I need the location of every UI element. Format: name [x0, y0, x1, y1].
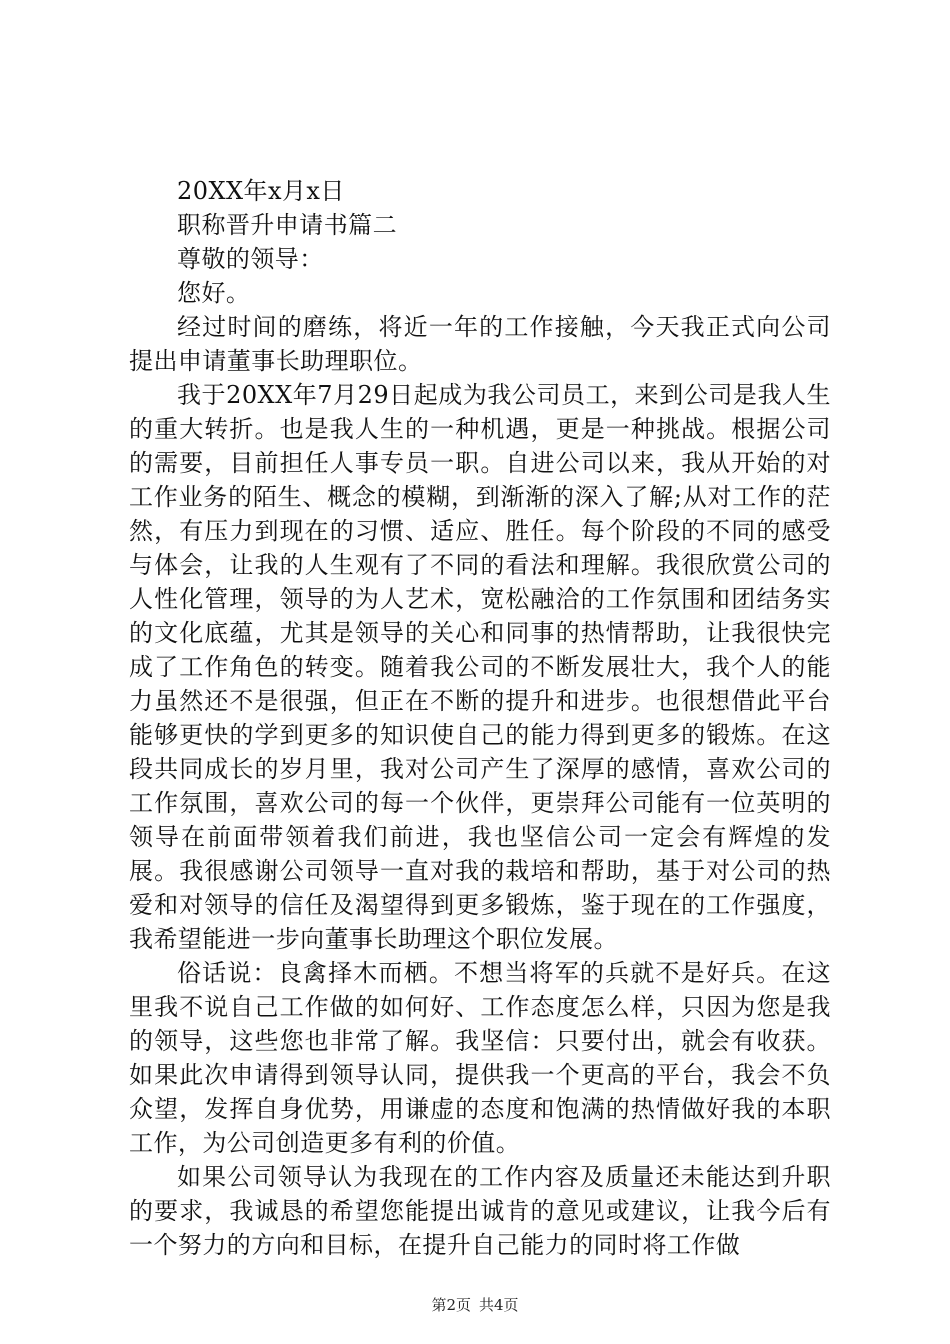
- document-title: 职称晋升申请书篇二: [177, 211, 398, 239]
- document-body: [129, 174, 831, 1262]
- date-line: 20XX年x月x日: [177, 177, 345, 205]
- body-paragraph: 俗话说：良禽择木而栖。不想当将军的兵就不是好兵。在这里我不说自己工作做的如何好、工作态度怎么样，只因为您是我的领导，这些您也非常了解。我坚信：只要付出，就会有收获。如果此次申请得到领导认同，提供我一个更高的平台，我会不负众望，发挥自身优势，用谦虚的态度和饱满的热情做好我的本职工作，为公司创造更多有利的价值。: [129, 959, 831, 1157]
- page-number: 第2页: [431, 1296, 471, 1314]
- page-total: 共4页: [479, 1296, 519, 1314]
- body-paragraph: 经过时间的磨练，将近一年的工作接触，今天我正式向公司提出申请董事长助理职位。: [129, 313, 831, 375]
- greeting: 您好。: [177, 279, 251, 307]
- salutation: 尊敬的领导：: [177, 245, 324, 273]
- page-footer: [0, 1295, 950, 1315]
- body-paragraph: 如果公司领导认为我现在的工作内容及质量还未能达到升职的要求，我诚恳的希望您能提出诚肯的意见或建议，让我今后有一个努力的方向和目标，在提升自己能力的同时将工作做: [129, 1163, 831, 1259]
- body-paragraph: 我于20XX年7月29日起成为我公司员工，来到公司是我人生的重大转折。也是我人生的一种机遇，更是一种挑战。根据公司的需要，目前担任人事专员一职。自进公司以来，我从开始的对工作业务的陌生、概念的模糊，到渐渐的深入了解;从对工作的茫然，有压力到现在的习惯、适应、胜任。每个阶段的不同的感受与体会，让我的人生观有了不同的看法和理解。我很欣赏公司的人性化管理，领导的为人艺术，宽松融洽的工作氛围和团结务实的文化底蕴，尤其是领导的关心和同事的热情帮助，让我很快完成了工作角色的转变。随着我公司的不断发展壮大，我个人的能力虽然还不是很强，但正在不断的提升和进步。也很想借此平台能够更快的学到更多的知识使自己的能力得到更多的锻炼。在这段共同成长的岁月里，我对公司产生了深厚的感情，喜欢公司的工作氛围，喜欢公司的每一个伙伴，更崇拜公司能有一位英明的领导在前面带领着我们前进，我也坚信公司一定会有辉煌的发展。我很感谢公司领导一直对我的栽培和帮助，基于对公司的热爱和对领导的信任及渴望得到更多锻炼，鉴于现在的工作强度，我希望能进一步向董事长助理这个职位发展。: [129, 381, 831, 953]
